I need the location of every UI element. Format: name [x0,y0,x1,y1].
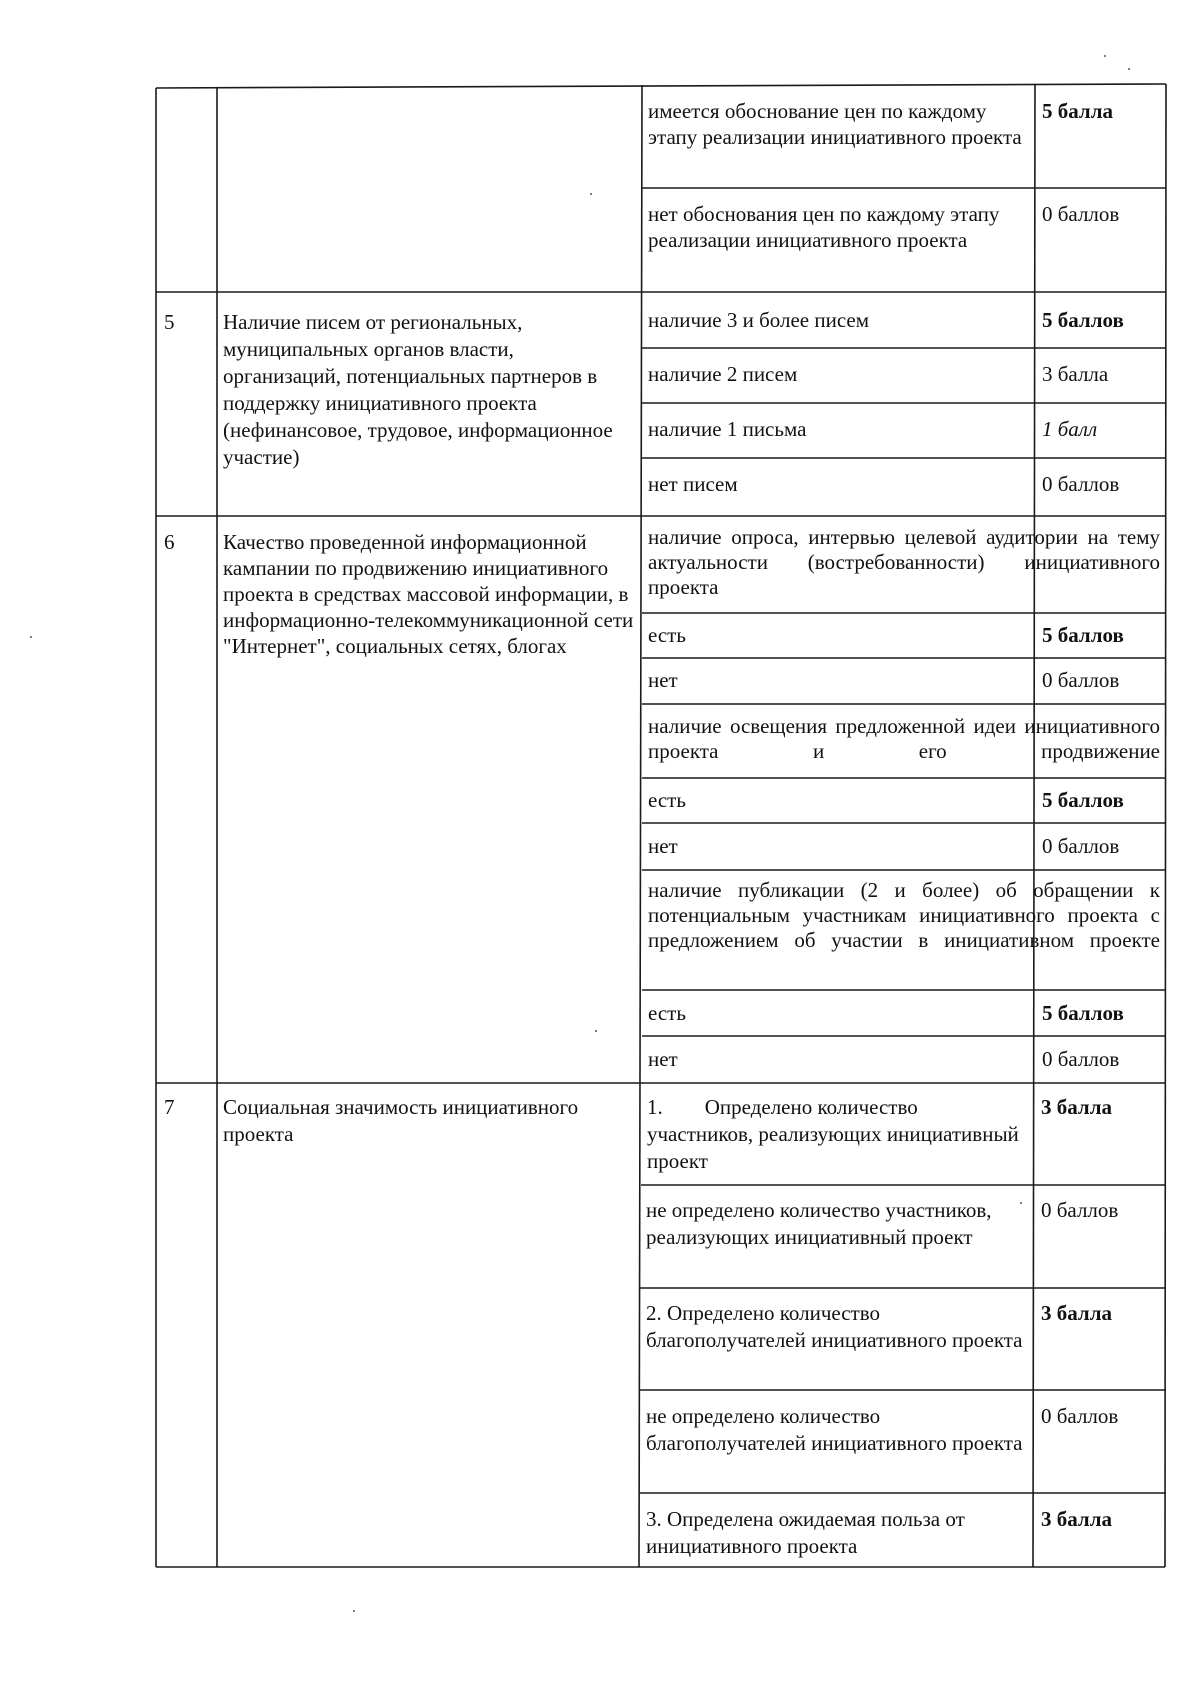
option-text: нет [648,834,678,858]
option-score: 0 баллов [1042,202,1120,226]
scan-speck [1104,55,1106,57]
option-text: наличие 1 письма [648,417,807,441]
option-text: наличие 3 и более писем [648,308,870,332]
row-number: 7 [164,1095,175,1119]
option-text: не определено количество участников, реализующих инициативный проект [646,1198,992,1249]
option-score: 0 баллов [1042,472,1120,496]
option-score: 3 балла [1041,1095,1112,1119]
option-text: есть [648,623,686,647]
option-text: нет писем [648,472,738,496]
option-score: 5 баллов [1042,1001,1124,1025]
row-number: 6 [164,530,175,554]
option-score: 0 баллов [1041,1404,1119,1428]
row-number: 5 [164,310,175,334]
option-score: 3 балла [1042,362,1109,386]
option-text: есть [648,1001,686,1025]
option-score: 5 баллов [1042,308,1124,332]
scan-speck [590,193,592,195]
option-score: 3 балла [1041,1301,1112,1325]
criterion-text: Наличие писем от региональных, муниципальных органов власти, организаций, потенциальных партнеров в поддержку инициативного проекта (нефинансовое, трудовое, информационное участие) [223,310,613,469]
option-score: 3 балла [1041,1507,1112,1531]
option-text: 3. Определена ожидаемая польза от инициативного проекта [646,1507,965,1558]
option-text: есть [648,788,686,812]
option-score: 0 баллов [1042,1047,1120,1071]
criterion-text: Социальная значимость инициативного проекта [223,1095,579,1146]
section-heading: наличие публикации (2 и более) об обращении к потенциальным участникам инициативного проекта с предложением об участии в инициативном проекте [648,878,1160,952]
option-text: нет обоснования цен по каждому этапу реализации инициативного проекта [648,202,1000,252]
option-score: 0 баллов [1041,1198,1119,1222]
option-score: 0 баллов [1042,834,1120,858]
option-score: 5 балла [1042,99,1113,123]
option-text: не определено количество благополучателей инициативного проекта [646,1404,1023,1455]
criterion-text: Качество проведенной информационной кампании по продвижению инициативного проекта в средствах массовой информации, в информационно-телекоммуникационной сети "Интернет", социальных сетях, блогах [223,530,634,658]
section-heading: наличие освещения предложенной идеи инициативного проекта и его продвижение [648,714,1160,763]
scan-speck [353,1610,355,1612]
option-score: 5 баллов [1042,788,1124,812]
option-text: нет [648,668,678,692]
option-score: 5 баллов [1042,623,1124,647]
option-text: 1. Определено количество участников, реализующих инициативный проект [647,1095,1025,1173]
scan-speck [30,636,32,638]
scan-speck [1128,68,1130,70]
option-text: 2. Определено количество благополучателей инициативного проекта [646,1301,1023,1352]
option-score: 1 балл [1042,417,1098,441]
option-text: наличие 2 писем [648,362,798,386]
option-text: нет [648,1047,678,1071]
scan-speck [595,1030,597,1032]
option-score: 0 баллов [1042,668,1120,692]
section-heading: наличие опроса, интервью целевой аудитории на тему актуальности (востребованности) инициативного проекта [648,525,1160,599]
option-text: имеется обоснование цен по каждому этапу реализации инициативного проекта [648,99,1022,149]
